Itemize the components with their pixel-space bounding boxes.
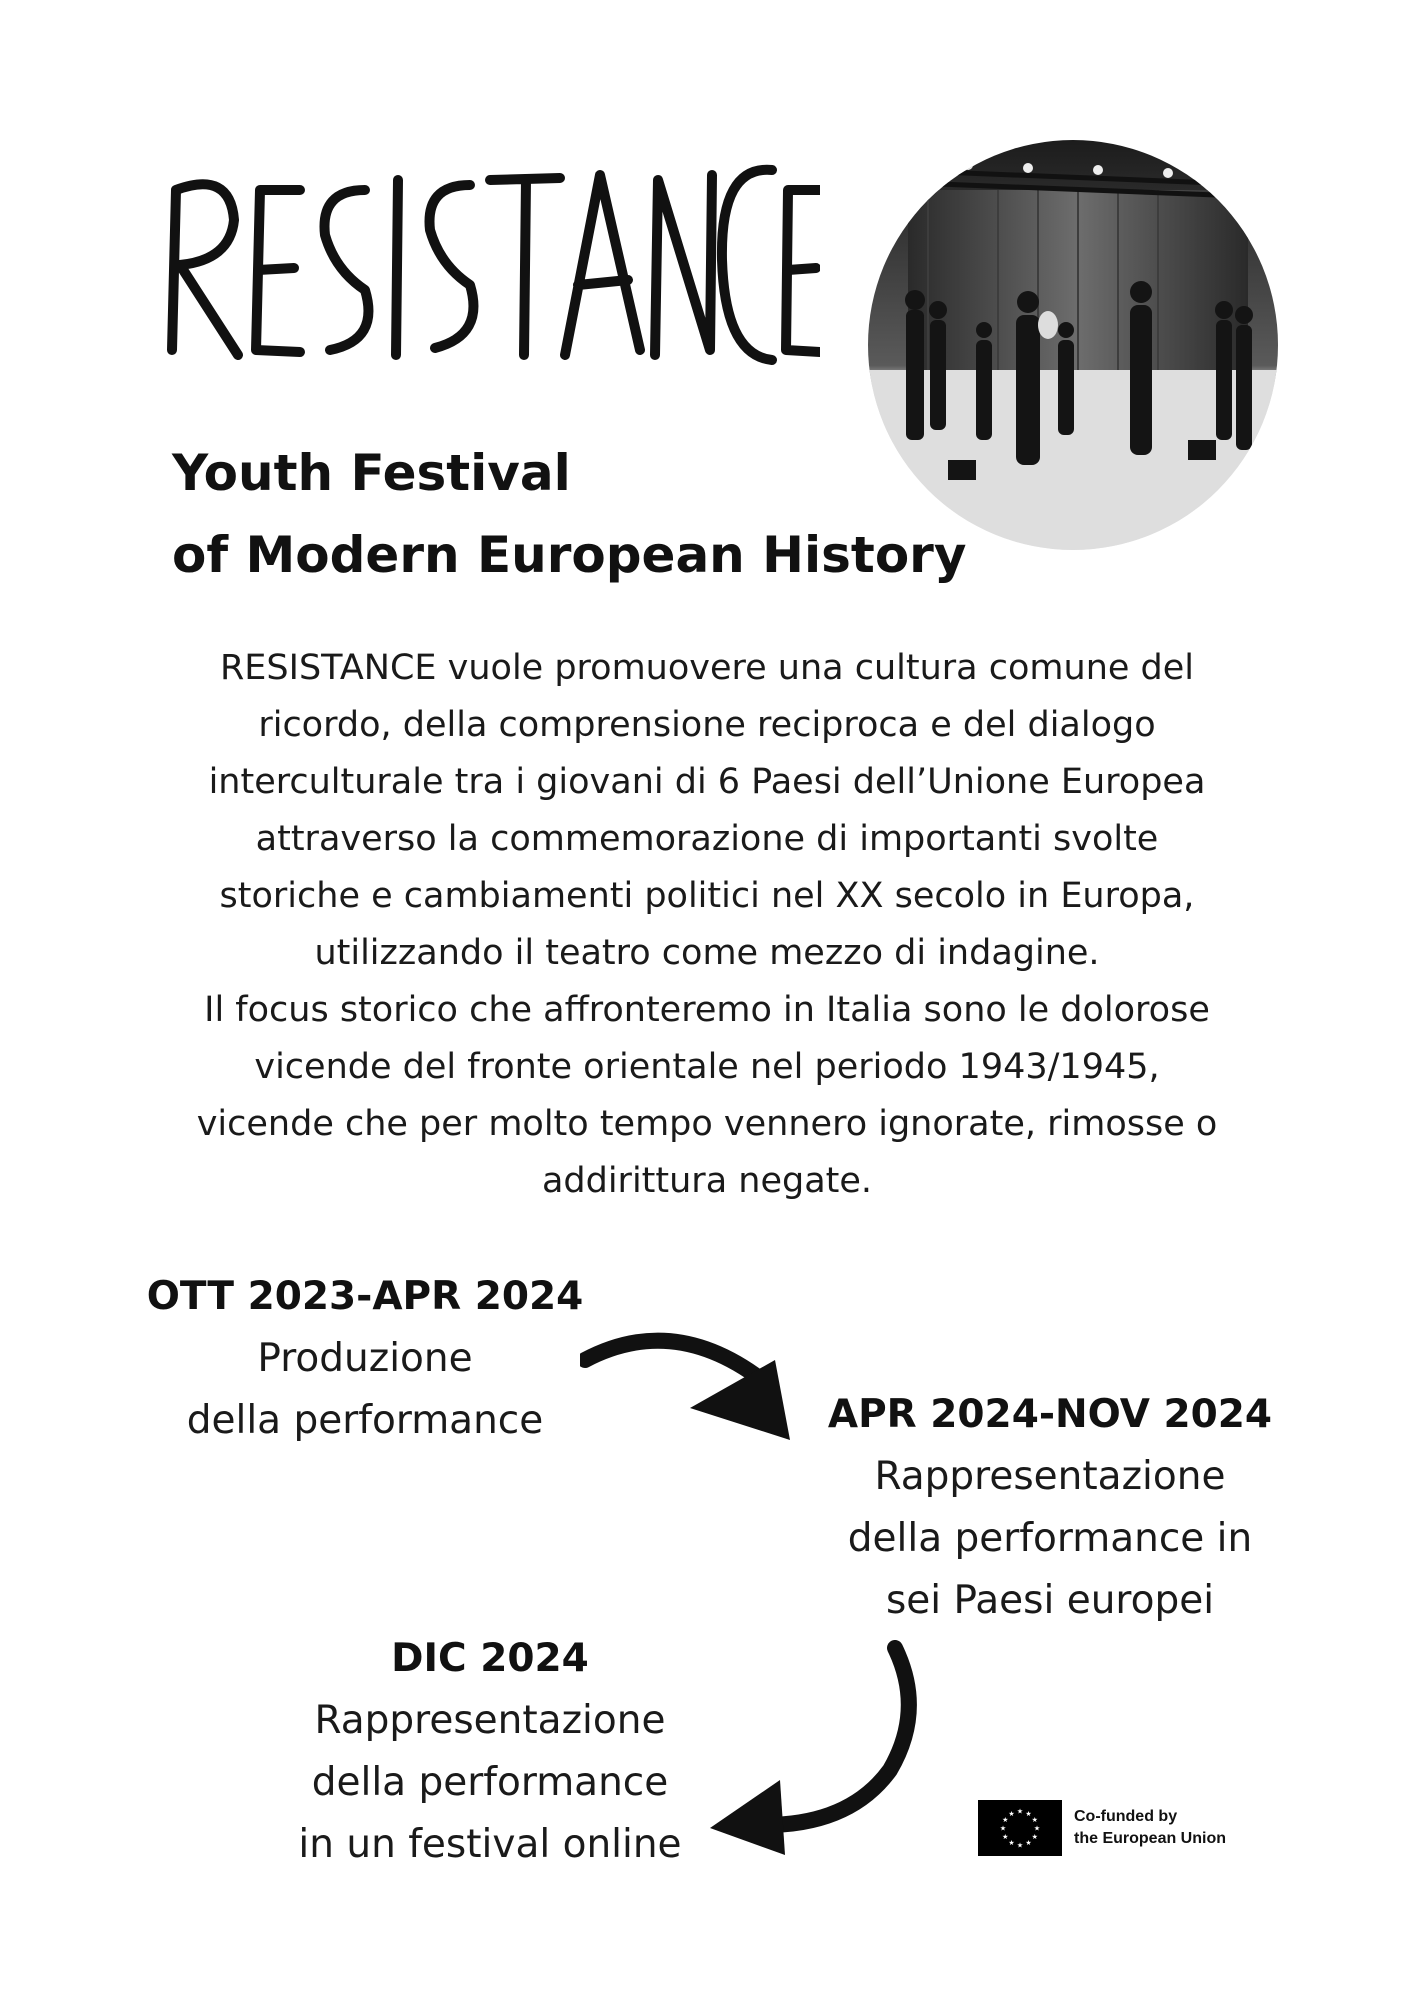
eu-star-icon: ★	[1002, 1833, 1009, 1841]
eu-line-2: the European Union	[1074, 1830, 1226, 1847]
step-description	[810, 1446, 1290, 1632]
intro-line: Il focus storico che affronteremo in Italia sono le dolorose	[204, 990, 1210, 1030]
step-date: OTT 2023-APR 2024	[146, 1274, 584, 1319]
step-date: APR 2024-NOV 2024	[827, 1392, 1273, 1437]
step-desc-line: della performance in	[847, 1516, 1253, 1561]
eu-star-icon: ★	[1025, 1839, 1032, 1848]
intro-line: addirittura negate.	[541, 1161, 873, 1201]
intro-line: interculturale tra i giovani di 6 Paesi dell’Unione Europea	[208, 762, 1206, 802]
eu-star-icon: ★	[1033, 1824, 1041, 1833]
step-desc-line: Produzione	[257, 1336, 473, 1381]
eu-star-icon: ★	[1031, 1816, 1038, 1824]
intro-paragraph	[120, 640, 1294, 1210]
step-desc-line: della performance	[311, 1760, 669, 1805]
step-description	[130, 1328, 600, 1452]
intro-line: attraverso la commemorazione di importanti svolte	[255, 819, 1159, 859]
eu-line-1: Co-funded by	[1074, 1808, 1178, 1825]
step-desc-line: della performance	[186, 1398, 544, 1443]
intro-line: vicende che per molto tempo vennero ignorate, rimosse o	[196, 1104, 1218, 1144]
step-description	[270, 1690, 710, 1876]
step-desc-line: Rappresentazione	[314, 1698, 666, 1743]
curved-arrow-right-icon	[580, 1320, 810, 1450]
theatre-stage-photo	[868, 140, 1278, 550]
eu-star-icon: ★	[1008, 1809, 1015, 1818]
step-desc-line: in un festival online	[298, 1822, 682, 1867]
eu-star-icon: ★	[1016, 1841, 1024, 1850]
eu-star-icon: ★	[999, 1824, 1007, 1833]
eu-star-icon: ★	[1031, 1833, 1038, 1841]
eu-star-icon: ★	[1016, 1807, 1024, 1816]
curved-arrow-left-icon	[700, 1640, 930, 1860]
resistance-logo	[160, 150, 820, 380]
intro-line: RESISTANCE vuole promuovere una cultura comune del	[219, 648, 1195, 688]
timeline-step-production	[130, 1266, 600, 1452]
eu-flag-icon	[978, 1800, 1062, 1856]
eu-cofunded-text	[1074, 1806, 1226, 1850]
step-desc-line: Rappresentazione	[874, 1454, 1226, 1499]
eu-star-icon: ★	[1025, 1809, 1032, 1818]
eu-cofunded-badge	[978, 1800, 1226, 1856]
subtitle-line-1: Youth Festival	[172, 444, 571, 502]
step-date: DIC 2024	[391, 1636, 589, 1681]
timeline-step-online-festival	[270, 1628, 710, 1876]
step-desc-line: sei Paesi europei	[885, 1578, 1215, 1623]
eu-star-icon: ★	[1008, 1839, 1015, 1848]
timeline-step-tour	[810, 1384, 1290, 1632]
subtitle-line-2: of Modern European History	[172, 526, 967, 584]
festival-subtitle	[172, 432, 966, 596]
intro-line: ricordo, della comprensione reciproca e del dialogo	[258, 705, 1156, 745]
intro-line: storiche e cambiamenti politici nel XX secolo in Europa,	[219, 876, 1195, 916]
intro-line: utilizzando il teatro come mezzo di indagine.	[314, 933, 1100, 973]
intro-line: vicende del fronte orientale nel periodo 1943/1945,	[254, 1047, 1160, 1087]
eu-star-icon: ★	[1002, 1816, 1009, 1824]
